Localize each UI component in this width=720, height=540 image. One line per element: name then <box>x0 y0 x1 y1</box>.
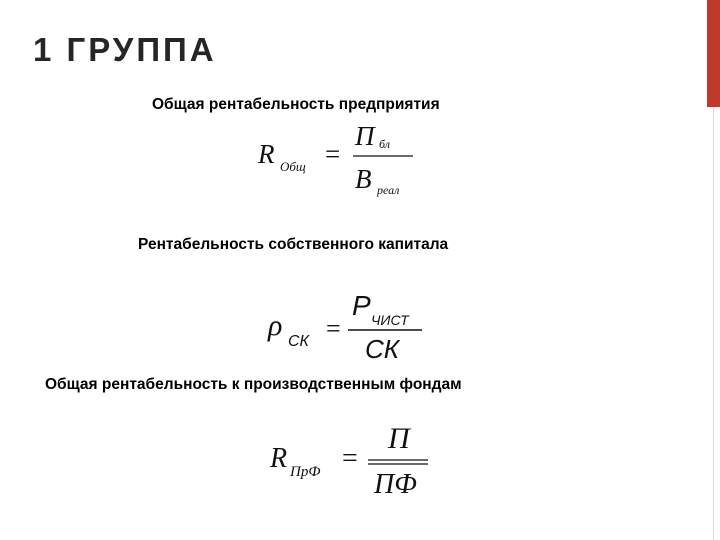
formula-1-numerator-symbol: П <box>355 121 375 151</box>
formula-1-denominator-symbol: В <box>355 164 372 194</box>
formula-2-denominator-symbol: СК <box>365 334 400 364</box>
formula-1-lhs-subscript: Общ <box>280 159 306 174</box>
formula-equity-profitability <box>262 285 432 365</box>
formula-3-numerator-symbol: П <box>388 422 410 455</box>
formula-3-lhs-subscript: ПрФ <box>290 464 321 480</box>
formula-2-lhs-subscript: СК <box>288 333 309 350</box>
formula-2-numerator-subscript: ЧИСТ <box>371 312 409 328</box>
right-border-line <box>713 107 714 540</box>
formula-2-numerator-symbol: Р <box>352 290 371 321</box>
formula-1-denominator-subscript: реал <box>377 183 400 197</box>
formula-3-equals: = <box>342 443 358 474</box>
formula-2-lhs-symbol: ρ <box>268 309 283 342</box>
heading-overall-profitability: Общая рентабельность предприятия <box>152 96 440 113</box>
heading-equity-profitability: Рентабельность собственного капитала <box>138 236 449 253</box>
formula-1-lhs-symbol: R <box>258 139 275 169</box>
accent-bar <box>707 0 720 107</box>
slide-title: 1 ГРУППА <box>33 31 217 68</box>
formula-overall-profitability <box>255 118 425 200</box>
formula-2-equals: = <box>326 314 341 343</box>
formula-3-denominator-symbol: ПФ <box>374 469 417 500</box>
formula-1-equals: = <box>325 139 341 169</box>
formula-1-numerator-subscript: бл <box>379 137 390 151</box>
heading-production-assets-profitability: Общая рентабельность к производственным фондам <box>45 376 462 393</box>
formula-production-assets-profitability <box>268 420 438 500</box>
formula-3-lhs-symbol: R <box>270 443 288 474</box>
